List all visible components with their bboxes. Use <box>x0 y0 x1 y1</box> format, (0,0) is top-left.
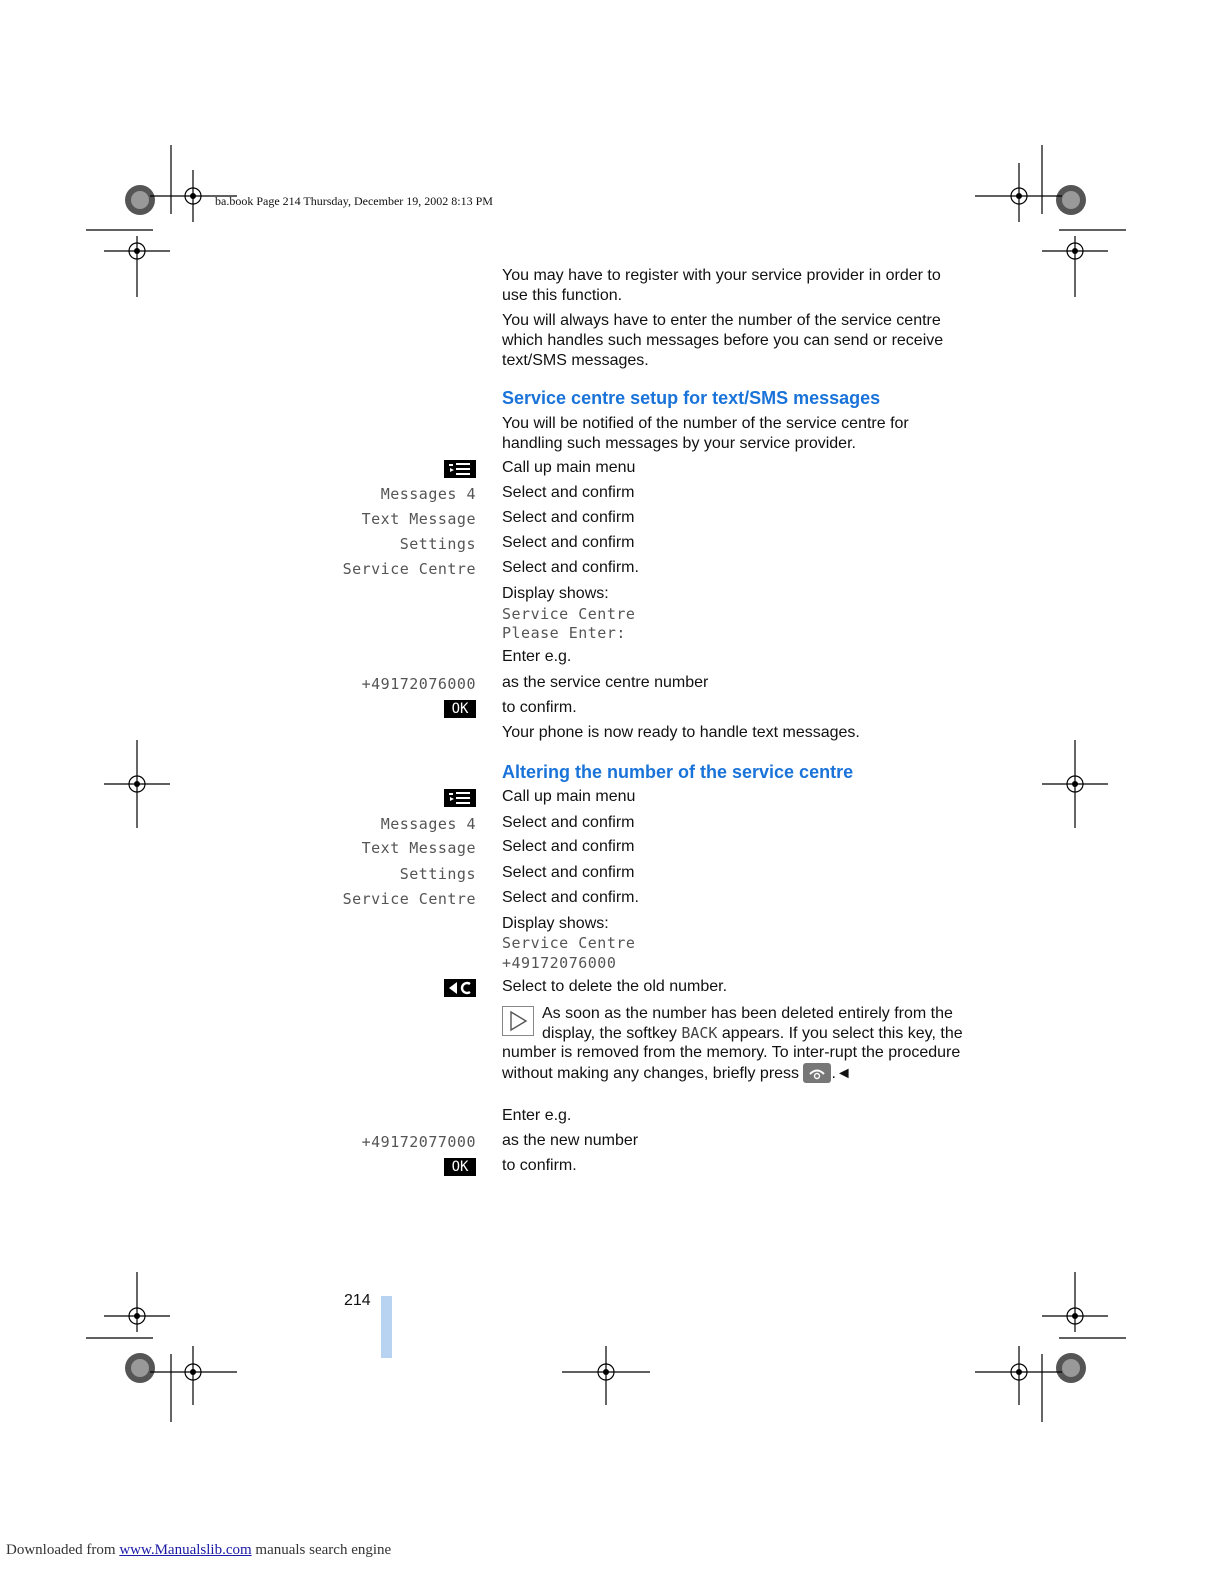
s2-step-2-label: Messages 4 <box>380 815 476 833</box>
s2-delete-text: Select to delete the old number. <box>502 978 728 995</box>
s2-step-3-label: Text Message <box>361 839 476 857</box>
s2-number-text: as the new number <box>502 1132 639 1149</box>
s1-step-4-label: Settings <box>399 535 476 553</box>
registration-mark-middle-right <box>1042 740 1108 828</box>
note-play-icon <box>502 1006 534 1036</box>
s2-enter-eg: Enter e.g. <box>502 1107 572 1124</box>
registration-mark-top-right <box>975 145 1126 297</box>
s1-display-line-2: Please Enter: <box>502 624 626 642</box>
s2-step-5-text: Select and confirm. <box>502 889 639 906</box>
s1-step-3-text: Select and confirm <box>502 509 635 526</box>
registration-mark-top-left <box>86 145 237 297</box>
s1-display-shows: Display shows: <box>502 585 609 602</box>
s1-enter-eg: Enter e.g. <box>502 648 572 665</box>
s1-step-2-label: Messages 4 <box>380 485 476 503</box>
s2-step-2-text: Select and confirm <box>502 814 635 831</box>
s1-step-1-text: Call up main menu <box>502 459 636 476</box>
s1-step-4-text: Select and confirm <box>502 534 635 551</box>
registration-mark-bottom-center <box>562 1346 650 1405</box>
section-1-heading: Service centre setup for text/SMS messages <box>502 388 881 408</box>
intro-paragraph-1: You may have to register with your service provider in order to use this function. <box>502 267 941 304</box>
registration-mark-middle-left <box>104 740 170 828</box>
s2-note <box>502 1004 964 1083</box>
s1-number-label: +49172076000 <box>361 675 476 693</box>
s2-number-label: +49172077000 <box>361 1133 476 1151</box>
s2-step-1-text: Call up main menu <box>502 788 636 805</box>
s1-ready-text: Your phone is now ready to handle text messages. <box>502 724 860 741</box>
download-footer <box>6 1542 391 1559</box>
section-1-intro: You will be notified of the number of the service centre for handling such messages by your service provider. <box>502 415 909 452</box>
s2-display-line-1: Service Centre <box>502 934 636 952</box>
note-part-2: appears. If you select this key, the number is removed from the memory. To inter-rupt the procedure without making any changes, briefly press <box>502 1024 963 1082</box>
footer-suffix: manuals search engine <box>251 1542 392 1558</box>
print-header: ba.book Page 214 Thursday, December 19, 2002 8:13 PM <box>215 194 493 208</box>
note-end: .◄ <box>831 1064 852 1082</box>
s2-ok-key: OK <box>444 1158 476 1176</box>
s1-step-5-text: Select and confirm. <box>502 559 639 576</box>
menu-key-icon <box>444 460 476 478</box>
footer-prefix: Downloaded from <box>6 1542 120 1558</box>
s1-ok-text: to confirm. <box>502 699 577 716</box>
registration-mark-bottom-left <box>86 1272 237 1422</box>
manualslib-link[interactable]: www.Manualslib.com <box>119 1542 252 1558</box>
s1-step-3-label: Text Message <box>361 510 476 528</box>
page-number: 214 <box>344 1292 371 1309</box>
s2-step-3-text: Select and confirm <box>502 838 635 855</box>
note-part-1: As soon as the number has been deleted entirely from the display, the softkey <box>542 1005 953 1042</box>
back-softkey-label: BACK <box>681 1023 718 1042</box>
s2-display-shows: Display shows: <box>502 915 609 932</box>
s1-number-text: as the service centre number <box>502 674 709 691</box>
s1-ok-key: OK <box>444 700 476 718</box>
section-2-heading: Altering the number of the service centre <box>502 762 854 782</box>
s1-step-2-text: Select and confirm <box>502 484 635 501</box>
intro-paragraph-2: You will always have to enter the number of the service centre which handles such messages before you can send or receive text/SMS messages. <box>502 312 944 369</box>
menu-key-icon <box>444 789 476 807</box>
s1-step-5-label: Service Centre <box>342 560 476 578</box>
s2-step-5-label: Service Centre <box>342 890 476 908</box>
s2-step-4-label: Settings <box>399 865 476 883</box>
registration-mark-bottom-right <box>975 1272 1126 1422</box>
delete-key-icon <box>444 979 476 997</box>
end-call-key-icon <box>803 1063 831 1083</box>
page-number-bar <box>381 1296 392 1358</box>
s2-step-4-text: Select and confirm <box>502 864 635 881</box>
s2-ok-text: to confirm. <box>502 1157 577 1174</box>
s1-display-line-1: Service Centre <box>502 605 636 623</box>
s2-display-line-2: +49172076000 <box>502 954 617 972</box>
